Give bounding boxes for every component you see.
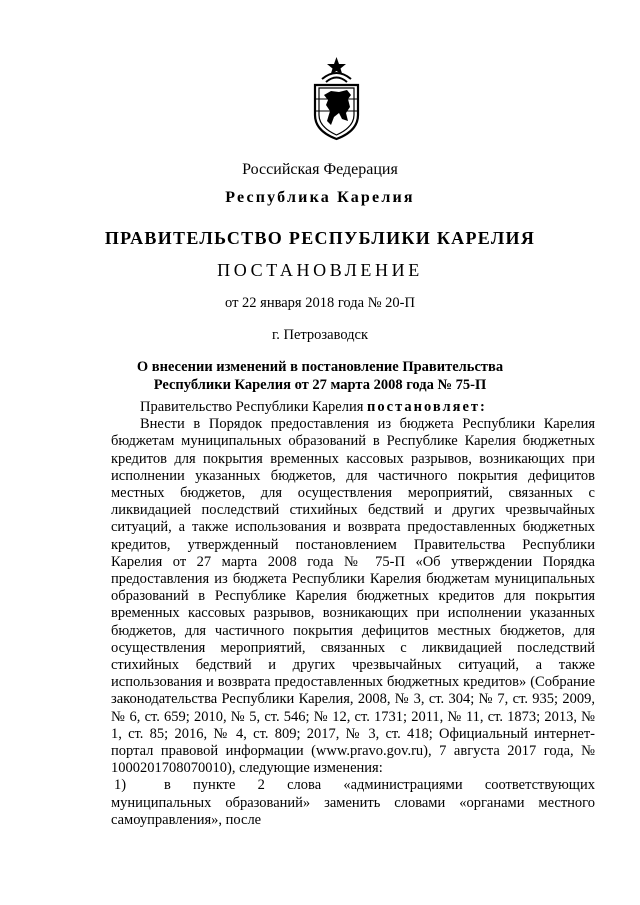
preamble-decree-word: постановляет: bbox=[367, 399, 487, 415]
list-item-number: 1) bbox=[114, 777, 127, 794]
document-city: г. Петрозаводск bbox=[271, 327, 369, 343]
country-name: Российская Федерация bbox=[242, 161, 398, 178]
document-date: от 22 января 2018 года № 20-П bbox=[225, 295, 415, 311]
subject-line-2: Республики Карелия от 27 марта 2008 года № 75-П bbox=[153, 377, 487, 393]
government-title: ПРАВИТЕЛЬСТВО РЕСПУБЛИКИ КАРЕЛИЯ bbox=[104, 228, 536, 248]
karelia-coat-of-arms-icon bbox=[309, 55, 364, 141]
document-type: ПОСТАНОВЛЕНИЕ bbox=[217, 260, 423, 280]
document-body bbox=[111, 399, 595, 829]
subject-line-1: О внесении изменений в постановление Правительства bbox=[136, 359, 504, 375]
preamble bbox=[111, 399, 595, 416]
republic-name: Республика Карелия bbox=[225, 189, 415, 206]
preamble-text: Правительство Республики Карелия bbox=[140, 399, 368, 415]
list-item-1 bbox=[111, 777, 595, 829]
list-item-text: в пункте 2 слова «администрациями соответствующих муниципальных образований» заменить словами «органами местного самоуправления», после bbox=[111, 777, 595, 828]
paragraph-1: Внести в Порядок предоставления из бюджета Республики Карелия бюджетам муниципальных образований в Республике Карелия бюджетных кредитов для покрытия временных кассовых разрывов, возникающих при исполнении указанных бюджетов, для частичного покрытия дефицитов местных бюджетов, для осуществления мероприятий, связанных с ликвидацией последствий стихийных бедствий и других чрезвычайных ситуаций, а также использования и возврата предоставленных бюджетных кредитов, утвержденный постановлением Правительства Республики Карелия от 27 марта 2008 года № 75-П «Об утверждении Порядка предоставления из бюджета Республики Карелия бюджетам муниципальных образований в Республике Карелия бюджетных кредитов для покрытия временных кассовых разрывов, возникающих при исполнении указанных бюджетов, для частичного покрытия дефицитов местных бюджетов, для осуществления мероприятий, связанных с ликвидацией последствий стихийных бедствий и других чрезвычайных ситуаций, а также использования и возврата предоставленных бюджетных кредитов» (Собрание законодательства Республики Карелия, 2008, № 3, ст. 304; № 7, ст. 935; 2009, № 6, ст. 659; 2010, № 5, ст. 546; № 12, ст. 1731; 2011, № 11, ст. 1873; 2013, № 1, ст. 85; 2016, № 4, ст. 809; 2017, № 3, ст. 418; Официальный интернет-портал правовой информации (www.pravo.gov.ru), 7 августа 2017 года, № 1000201708070010), следующие изменения: bbox=[111, 416, 595, 777]
document-subject bbox=[0, 358, 640, 394]
